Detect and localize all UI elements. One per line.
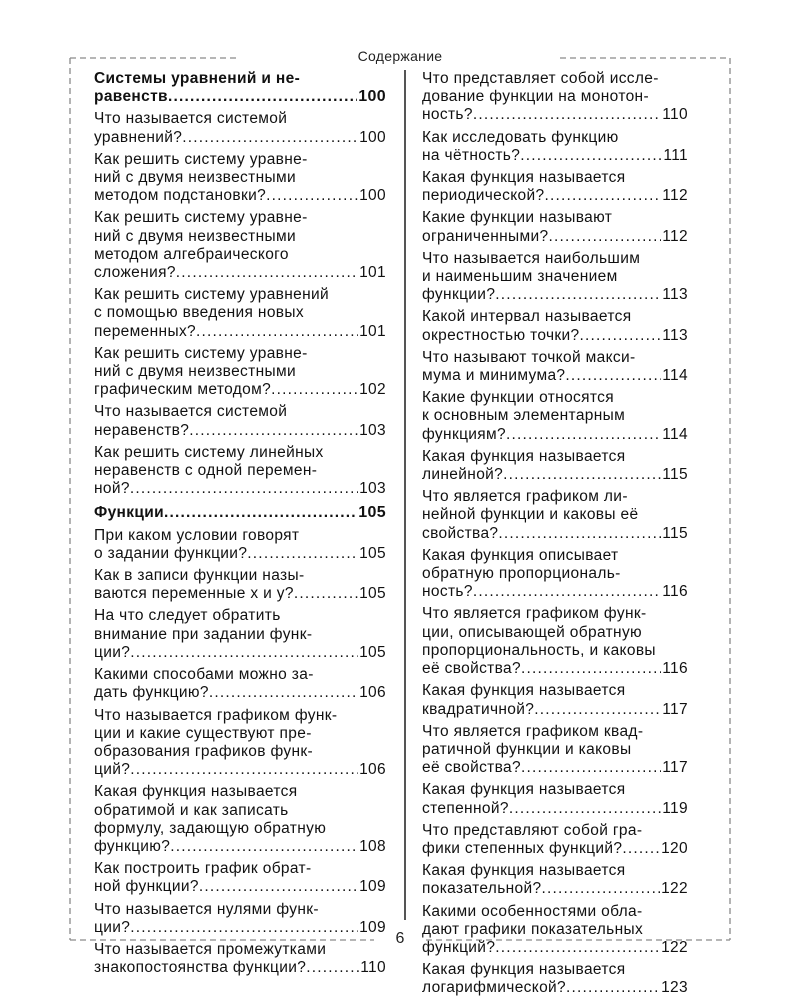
- toc-page-number: 109: [359, 918, 386, 936]
- toc-entry-last-line: [94, 878, 386, 896]
- toc-entry-text: функций?: [422, 938, 496, 956]
- toc-entry-last-line: [94, 684, 386, 702]
- toc-entry-text: дование функции на монотон-: [422, 88, 649, 106]
- toc-entry: [422, 250, 688, 305]
- toc-entry-text: ной?: [94, 480, 130, 498]
- toc-entry-text: с помощью введения новых: [94, 304, 304, 322]
- toc-entry: [422, 547, 688, 602]
- toc-entry-text: переменных?: [94, 322, 197, 340]
- toc-entry-text: Какая функция называется: [94, 783, 298, 801]
- toc-entry-text: ции, описывающей обратную: [422, 623, 643, 641]
- toc-entry: [94, 345, 386, 400]
- toc-entry-text: ний с двумя неизвестными: [94, 363, 296, 381]
- toc-entry: [422, 682, 688, 718]
- toc-column-right: [422, 70, 688, 1002]
- toc-entry-text: Какими особенностями обла-: [422, 902, 643, 920]
- toc-entry-text: Что является графиком квад-: [422, 722, 644, 740]
- toc-page-number: 115: [662, 524, 688, 542]
- toc-entry-text: нейной функции и каковы её: [422, 506, 639, 524]
- toc-entry-last-line: [422, 800, 688, 818]
- toc-page-number: 100: [359, 128, 386, 146]
- toc-entry-last-line: [94, 381, 386, 399]
- dot-leader: [130, 644, 358, 662]
- toc-entry-text: ной функции?: [94, 878, 199, 896]
- toc-entry-text: фики степенных функций?: [422, 839, 623, 857]
- toc-entry-text: квадратичной?: [422, 700, 535, 718]
- dot-leader: [294, 585, 358, 603]
- toc-entry: [94, 607, 386, 662]
- toc-entry-last-line: [422, 286, 688, 304]
- toc-page-number: 114: [662, 367, 688, 385]
- toc-entry-text: пропорциональность, и каковы: [422, 641, 656, 659]
- toc-entry-text: ний с двумя неизвестными: [94, 227, 296, 245]
- dot-leader: [473, 583, 661, 601]
- toc-entry-text: Какими способами можно за-: [94, 666, 314, 684]
- toc-entry-text: ратичной функции и каковы: [422, 740, 632, 758]
- toc-entry-last-line: [422, 759, 688, 777]
- toc-page-number: 113: [662, 326, 688, 344]
- toc-entry-text: Что называется графиком функ-: [94, 706, 338, 724]
- toc-entry-last-line: [422, 228, 688, 246]
- toc-section-heading: [94, 70, 386, 106]
- toc-entry-text: Что называется наибольшим: [422, 249, 641, 267]
- toc-entry-last-line: [422, 979, 688, 997]
- toc-entry-text: периодической?: [422, 187, 545, 205]
- toc-entry: [94, 286, 386, 341]
- toc-entry-text: ний с двумя неизвестными: [94, 169, 296, 187]
- toc-entry-last-line: [94, 644, 386, 662]
- toc-entry-last-line: [94, 838, 386, 856]
- toc-page-number: 100: [359, 187, 386, 205]
- toc-page-number: 114: [662, 425, 688, 443]
- toc-entry-text: Какие функции называют: [422, 209, 613, 227]
- toc-entry-last-line: [94, 88, 386, 106]
- toc-entry: [422, 781, 688, 817]
- toc-entry-text: Что представляет собой иссле-: [422, 70, 659, 87]
- toc-entry-text: неравенств?: [94, 421, 190, 439]
- toc-entry-text: Что называется системой: [94, 110, 288, 128]
- toc-entry-text: ваются переменные x и y?: [94, 585, 294, 603]
- toc-entry-text: Что называют точкой макси-: [422, 348, 636, 366]
- toc-entry-text: дают графики показательных: [422, 920, 644, 938]
- toc-entry-text: Как решить систему уравне-: [94, 344, 308, 362]
- toc-entry-text: функцию?: [94, 837, 171, 855]
- toc-entry-text: Какая функция называется: [422, 169, 626, 187]
- toc-entry-text: Что называется промежутками: [94, 940, 327, 958]
- toc-entry-text: Как построить график обрат-: [94, 860, 312, 878]
- toc-entry-last-line: [422, 840, 688, 858]
- toc-page-number: 101: [359, 322, 386, 340]
- toc-entry-text: При каком условии говорят: [94, 526, 300, 544]
- toc-entry: [94, 209, 386, 282]
- toc-entry: [422, 723, 688, 778]
- toc-page-number: 112: [662, 227, 688, 245]
- toc-entry-text: Какая функция называется: [422, 682, 626, 700]
- toc-page-number: 106: [359, 684, 386, 702]
- toc-entry: [422, 209, 688, 245]
- dot-leader: [544, 187, 661, 205]
- toc-entry-last-line: [422, 147, 688, 165]
- toc-page-number: 105: [359, 544, 386, 562]
- toc-entry-last-line: [422, 660, 688, 678]
- toc-entry-text: функциям?: [422, 425, 507, 443]
- toc-page-number: 110: [360, 959, 386, 977]
- toc-entry-text: знакопостоянства функции?: [94, 959, 307, 977]
- toc-entry-text: свойства?: [422, 524, 499, 542]
- toc-entry: [422, 488, 688, 543]
- toc-entry-text: обратимой и как записать: [94, 801, 289, 819]
- dot-leader: [266, 187, 358, 205]
- toc-page-number: 117: [662, 759, 688, 777]
- toc-entry: [94, 444, 386, 499]
- toc-entry-text: степенной?: [422, 799, 509, 817]
- toc-entry-last-line: [94, 264, 386, 282]
- toc-entry: [94, 707, 386, 780]
- toc-entry-text: Что представляют собой гра-: [422, 821, 643, 839]
- dot-leader: [622, 840, 660, 858]
- toc-page-number: 106: [359, 761, 386, 779]
- toc-entry-last-line: [422, 525, 688, 543]
- dot-leader: [271, 381, 358, 399]
- toc-entry-last-line: [94, 761, 386, 779]
- toc-entry: [94, 567, 386, 603]
- toc-entry-text: и наименьшим значением: [422, 268, 618, 286]
- toc-entry-text: её свойства?: [422, 660, 521, 678]
- dot-leader: [549, 228, 662, 246]
- toc-entry-text: На что следует обратить: [94, 607, 281, 625]
- dot-leader: [176, 264, 358, 282]
- toc-entry-text: Как решить систему уравне-: [94, 209, 308, 227]
- toc-entry-text: Какой интервал называется: [422, 308, 632, 326]
- toc-page-number: 122: [661, 880, 688, 898]
- dot-leader: [495, 286, 661, 304]
- toc-entry-last-line: [422, 327, 688, 345]
- dot-leader: [473, 106, 661, 124]
- toc-entry: [422, 70, 688, 125]
- dot-leader: [498, 525, 661, 543]
- toc-entry-text: Какая функция называется: [422, 961, 626, 979]
- toc-entry-text: Какая функция называется: [422, 781, 626, 799]
- toc-page-number: 103: [359, 480, 386, 498]
- dot-leader: [130, 480, 358, 498]
- dot-leader: [534, 701, 661, 719]
- toc-page-number: 105: [358, 504, 386, 522]
- dot-leader: [170, 838, 358, 856]
- dot-leader: [182, 129, 358, 147]
- toc-entry-text: ции?: [94, 643, 131, 661]
- toc-entry-last-line: [422, 106, 688, 124]
- toc-entry: [94, 110, 386, 146]
- toc-entry-text: её свойства?: [422, 759, 521, 777]
- toc-entry: [94, 666, 386, 702]
- dot-leader: [506, 426, 661, 444]
- toc-entry-last-line: [94, 504, 386, 522]
- toc-entry-text: уравнений?: [94, 128, 183, 146]
- toc-entry-text: ции?: [94, 918, 131, 936]
- toc-entry-last-line: [422, 880, 688, 898]
- dot-leader: [164, 504, 357, 522]
- toc-entry-text: ций?: [94, 761, 131, 779]
- toc-entry-text: Как решить систему линейных: [94, 443, 324, 461]
- toc-entry-text: Функции: [94, 504, 165, 522]
- toc-entry-text: методом алгебраического: [94, 245, 289, 263]
- toc-page-number: 112: [662, 187, 688, 205]
- toc-entry-text: методом подстановки?: [94, 187, 267, 205]
- toc-page-number: 119: [662, 799, 688, 817]
- toc-page-number: 109: [359, 878, 386, 896]
- toc-page-number: 108: [359, 837, 386, 855]
- toc-entry-text: окрестностью точки?: [422, 326, 580, 344]
- toc-entry-text: Что является графиком ли-: [422, 488, 628, 506]
- dot-leader: [521, 660, 661, 678]
- toc-entry-text: неравенств с одной перемен-: [94, 462, 318, 480]
- dot-leader: [580, 327, 662, 345]
- toc-entry-text: равенств: [94, 88, 168, 106]
- dot-leader: [541, 880, 660, 898]
- dot-leader: [503, 466, 661, 484]
- toc-entry: [422, 448, 688, 484]
- toc-entry-text: ность?: [422, 583, 473, 601]
- toc-entry-text: Что называется системой: [94, 403, 288, 421]
- dot-leader: [199, 878, 358, 896]
- toc-entry-text: логарифмической?: [422, 979, 567, 997]
- toc-page-number: 120: [661, 839, 688, 857]
- toc-entry-text: формулу, задающую обратную: [94, 819, 327, 837]
- toc-page-number: 105: [359, 643, 386, 661]
- toc-entry-text: к основным элементарным: [422, 407, 626, 425]
- toc-entry: [422, 605, 688, 678]
- toc-page-number: 116: [662, 660, 688, 678]
- toc-entry-text: Какая функция называется: [422, 447, 626, 465]
- toc-entry-text: Что является графиком функ-: [422, 605, 647, 623]
- dot-leader: [520, 147, 662, 165]
- dot-leader: [566, 979, 660, 997]
- toc-entry-text: сложения?: [94, 264, 176, 282]
- toc-entry-last-line: [422, 426, 688, 444]
- toc-entry-text: Как решить систему уравнений: [94, 286, 330, 304]
- toc-entry-text: Как в записи функции назы-: [94, 567, 305, 585]
- toc-entry-text: образования графиков функ-: [94, 742, 314, 760]
- toc-entry-text: ограниченными?: [422, 227, 549, 245]
- toc-entry: [422, 169, 688, 205]
- toc-page-number: 100: [358, 88, 386, 106]
- toc-entry-last-line: [422, 187, 688, 205]
- dot-leader: [168, 88, 357, 106]
- toc-entry-last-line: [94, 480, 386, 498]
- toc-page-number: 115: [662, 466, 688, 484]
- toc-page-number: 105: [359, 585, 386, 603]
- toc-entry: [422, 389, 688, 444]
- toc-page-number: 123: [661, 979, 688, 997]
- toc-entry-last-line: [422, 466, 688, 484]
- toc-page-number: 101: [359, 264, 386, 282]
- column-divider: [404, 70, 406, 920]
- toc-entry-text: Какая функция описывает: [422, 546, 619, 564]
- toc-entry-last-line: [422, 367, 688, 385]
- toc-entry: [422, 349, 688, 385]
- dot-leader: [189, 422, 358, 440]
- toc-entry-text: Какие функции относятся: [422, 389, 615, 407]
- toc-entry-last-line: [94, 422, 386, 440]
- toc-page-number: 111: [663, 146, 688, 164]
- toc-entry-text: внимание при задании функ-: [94, 625, 313, 643]
- toc-entry-text: о задании функции?: [94, 544, 248, 562]
- toc-page-number: 116: [662, 583, 688, 601]
- toc-entry-text: мума и минимума?: [422, 367, 566, 385]
- toc-entry: [422, 308, 688, 344]
- toc-entry-text: обратную пропорциональ-: [422, 565, 621, 583]
- toc-entry-text: Как решить систему уравне-: [94, 150, 308, 168]
- toc-page-number: 103: [359, 421, 386, 439]
- dot-leader: [247, 545, 358, 563]
- running-header: Содержание: [357, 48, 443, 64]
- toc-entry-last-line: [94, 585, 386, 603]
- toc-column-left: [94, 70, 386, 981]
- toc-entry-text: показательной?: [422, 880, 542, 898]
- toc-entry-last-line: [422, 701, 688, 719]
- toc-entry: [422, 822, 688, 858]
- toc-entry-text: Системы уравнений и не-: [94, 70, 301, 87]
- toc-entry-text: функции?: [422, 286, 496, 304]
- toc-entry: [422, 961, 688, 997]
- toc-entry-last-line: [94, 545, 386, 563]
- toc-page-number: 102: [359, 381, 386, 399]
- dot-leader: [209, 684, 358, 702]
- toc-entry-text: ции и какие существуют пре-: [94, 724, 312, 742]
- toc-entry-last-line: [94, 187, 386, 205]
- page-number: 6: [395, 930, 405, 947]
- toc-entry: [94, 860, 386, 896]
- toc-entry: [94, 783, 386, 856]
- toc-entry: [94, 403, 386, 439]
- dot-leader: [565, 367, 661, 385]
- toc-entry: [94, 151, 386, 206]
- toc-page-number: 122: [661, 938, 688, 956]
- toc-entry-text: линейной?: [422, 466, 504, 484]
- toc-page-number: 110: [662, 106, 688, 124]
- dot-leader: [306, 959, 359, 977]
- dot-leader: [509, 800, 661, 818]
- toc-entry-text: графическим методом?: [94, 381, 272, 399]
- toc-entry-last-line: [422, 583, 688, 601]
- toc-page-number: 113: [662, 286, 688, 304]
- toc-entry-last-line: [94, 129, 386, 147]
- toc-entry-text: на чётность?: [422, 146, 521, 164]
- toc-entry-last-line: [94, 323, 386, 341]
- toc-entry-text: дать функцию?: [94, 684, 209, 702]
- toc-entry: [94, 527, 386, 563]
- toc-entry-text: Что называется нулями функ-: [94, 900, 319, 918]
- toc-page-number: 117: [662, 700, 688, 718]
- dot-leader: [521, 759, 661, 777]
- toc-entry-last-line: [94, 959, 386, 977]
- toc-entry-text: Как исследовать функцию: [422, 128, 619, 146]
- toc-entry: [422, 862, 688, 898]
- toc-section-heading: [94, 504, 386, 522]
- toc-entry: [422, 129, 688, 165]
- dot-leader: [130, 761, 358, 779]
- dot-leader: [196, 323, 358, 341]
- toc-entry-text: ность?: [422, 106, 473, 124]
- toc-entry-text: Какая функция называется: [422, 862, 626, 880]
